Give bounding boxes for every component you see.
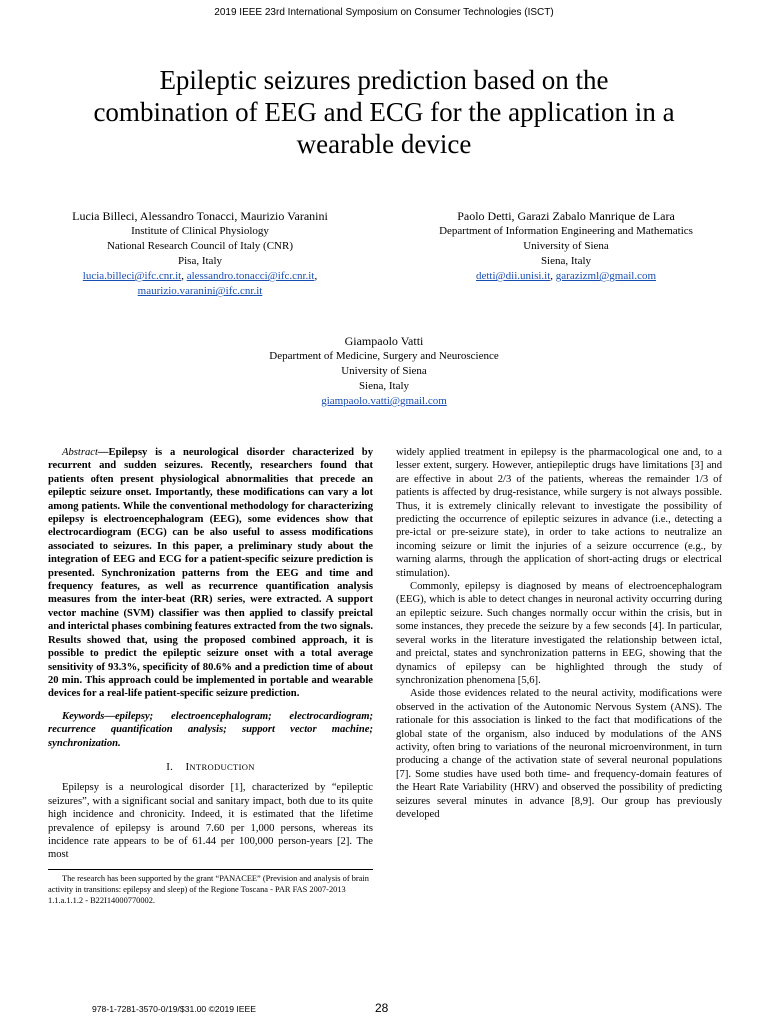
email-link[interactable]: giampaolo.vatti@gmail.com <box>321 395 447 407</box>
isbn-footer: 978-1-7281-3570-0/19/$31.00 ©2019 IEEE <box>92 1004 257 1014</box>
keywords-text: epilepsy; electroencephalogram; electrocardiogram; recurrence quantification analysis; support vector machine; synchronization. <box>48 710 373 749</box>
affiliation: University of Siena <box>341 365 427 377</box>
author-block-1 <box>20 209 380 299</box>
separator: , <box>314 270 318 282</box>
location: Siena, Italy <box>358 380 410 392</box>
location: Pisa, Italy <box>178 255 222 267</box>
abstract <box>48 446 373 701</box>
section-title-rest: NTRODUCTION <box>189 761 255 772</box>
keywords <box>48 710 373 750</box>
body-paragraph: Commonly, epilepsy is diagnosed by means of electroencephalogram (EEG), which is able to detect changes in neuronal activity occurring during an epileptic seizure. Such changes normally occur within the crisis, but in some instances, they precede the seizure by a few seconds [4]. In particular, several works in the literature investigated the relationship between ictal, and preictal, states and synchronization patterns in EEG, showing that the dynamics of epilepsy can be highlighted through the study of synchronization phenomena [5,6]. <box>396 581 722 686</box>
email-line <box>184 394 584 409</box>
footnote: The research has been supported by the grant “PANACEE” (Prevision and analysis of brain activity in transitions: epilepsy and sleep) of the Regione Toscana - PAR FAS 2007-2013 1.1.a.1.1.2 - B22I14000770002. <box>48 874 369 905</box>
author-block-2 <box>384 209 748 284</box>
author-block-3 <box>184 334 584 409</box>
intro-paragraph: Epilepsy is a neurological disorder [1], characterized by “epileptic seizures”, with a significant social and sanitary impact, both due to its quite high incidence and chronicity. Indeed, it is estimated that the lifetime prevalence of epilepsy is around 7.60 per 1,000 persons, whereas its incidence rate appears to be of 61.44 per 100,000 person-years [2]. The most <box>48 782 373 861</box>
affiliation: Department of Medicine, Surgery and Neuroscience <box>269 350 499 362</box>
abstract-text: Epilepsy is a neurological disorder characterized by recurrent and sudden seizures. Recently, researchers found that patients often present physiological abnormalities that precede an epileptic seizure onset. Importantly, these modifications can vary a lot among patients. While the conventional methodology for characterizing epilepsy is electroencephalogram (EEG), some evidences show that electrocardiogram (ECG) can be also useful to assess modifications associated to seizures. In this paper, a preliminary study about the integration of EEG and ECG for a patient-specific seizure prediction is presented. Synchronization patterns from the EEG and time and frequency features, as well as recurrence quantification analysis measures from the inter-beat (RR) series, were extracted. A support vector machine (SVM) classifier was then applied to classify preictal and interictal phases combining features extracted from the two signals. Results showed that, using the proposed combined approach, it is possible to predict the epileptic seizure onset with a total average sensitivity of 93.3%, specificity of 80.6% and a prediction time of about 20 min. This approach could be implemented in portable and wearable devices for a real-life patient-specific seizure prediction. <box>48 447 373 700</box>
paper-title <box>30 64 738 160</box>
email-line <box>384 269 748 284</box>
author-names: Lucia Billeci, Alessandro Tonacci, Maurizio Varanini <box>72 209 328 223</box>
page-number: 28 <box>375 1001 389 1015</box>
abstract-dash: — <box>97 447 109 458</box>
footnote-rule <box>48 869 373 870</box>
body-paragraph: widely applied treatment in epilepsy is the pharmacological one and, to a lesser extent, surgery. However, antiepileptic drugs have limitations [3] and are effective in about 2/3 of the patients, whereas the remainder 1/3 of patients is affected by drug-resistance, while surgery is not always possible. Thus, it is extremely clinically relevant to investigate the possibility of predicting the occurrence of epileptic seizures in advance (i.e., detecting a pre-ictal or pre-seizure state), in order to take actions to neutralize an incoming seizure or limit the injuries of a seizure occurrence (e.g., by warning alarms, through the application of short-acting drugs or electrical stimulation). <box>396 447 722 579</box>
conference-header: 2019 IEEE 23rd International Symposium on Consumer Technologies (ISCT) <box>214 7 554 18</box>
affiliation: Institute of Clinical Physiology <box>131 225 269 237</box>
email-link[interactable]: lucia.billeci@ifc.cnr.it <box>82 270 182 282</box>
email-link[interactable]: alessandro.tonacci@ifc.cnr.it <box>186 270 315 282</box>
keywords-label: Keywords— <box>62 710 115 722</box>
separator: , <box>550 270 556 282</box>
right-column <box>396 446 722 821</box>
affiliation: National Research Council of Italy (CNR) <box>106 240 294 252</box>
author-names: Giampaolo Vatti <box>344 334 424 348</box>
email-line <box>20 269 380 284</box>
location: Siena, Italy <box>540 255 592 267</box>
email-link[interactable]: detti@dii.unisi.it <box>475 270 551 282</box>
body-paragraph: Aside those evidences related to the neural activity, modifications were observed in the activation of the Autonomic Nervous System (ANS). The rationale for this association is linked to the fact that modifications of the global state of the organism, also induced by modulations of the ANS activity, often bring to variations of the neuronal microenvironment, in turn producing a change of the activation state of several neuronal populations [7]. Some studies have used both time- and frequency-domain features of the Heart Rate Variability (HRV) and observed the possibility of predicting seizures several minutes in advance [8,9]. Our group has previously developed <box>396 688 722 820</box>
abstract-label: Abstract <box>62 447 98 458</box>
affiliation: University of Siena <box>523 240 609 252</box>
email-line <box>20 284 380 299</box>
section-heading <box>48 761 373 774</box>
section-number: I. <box>166 760 174 773</box>
title-line: wearable device <box>296 129 472 159</box>
separator: , <box>181 270 187 282</box>
author-names: Paolo Detti, Garazi Zabalo Manrique de Lara <box>457 209 675 223</box>
section-title-initial: I <box>185 760 190 773</box>
title-line: combination of EEG and ECG for the application in a <box>93 97 675 127</box>
title-line: Epileptic seizures prediction based on the <box>159 65 609 95</box>
email-link[interactable]: maurizio.varanini@ifc.cnr.it <box>137 285 263 297</box>
email-link[interactable]: garazizml@gmail.com <box>555 270 657 282</box>
affiliation: Department of Information Engineering and Mathematics <box>439 225 693 237</box>
left-column <box>48 446 373 862</box>
